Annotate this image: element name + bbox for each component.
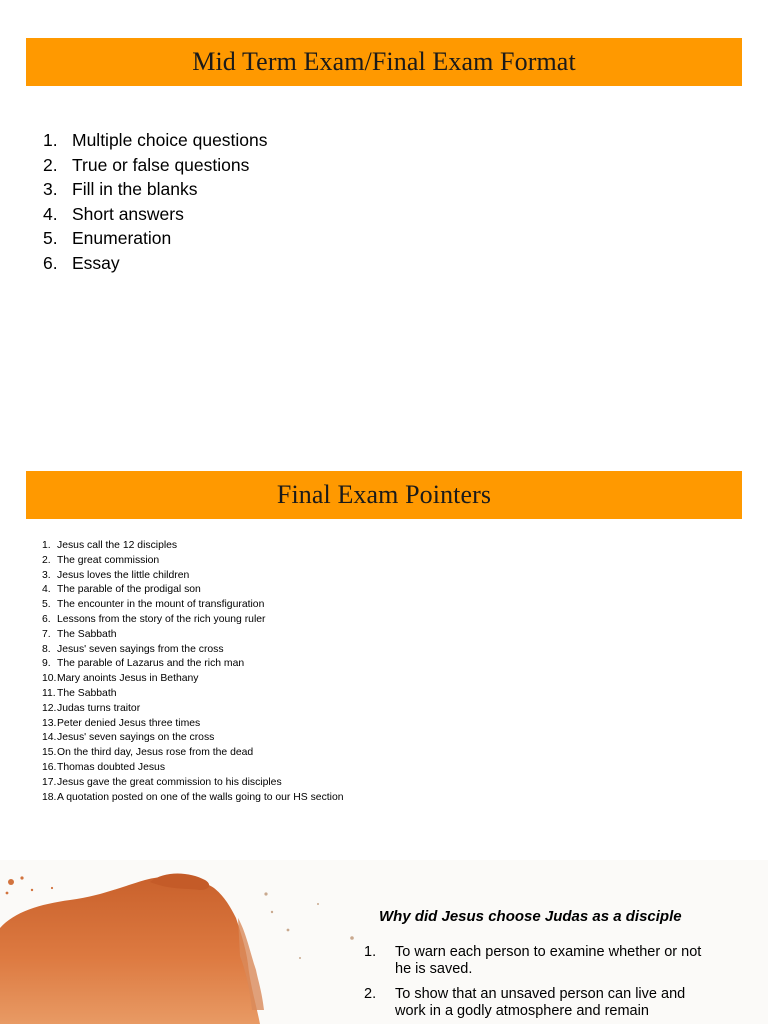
list-item xyxy=(42,746,344,761)
list-item-number: 2. xyxy=(43,154,58,175)
list-item xyxy=(42,613,344,628)
list-item xyxy=(42,554,344,569)
list-item-number: 15. xyxy=(42,747,57,759)
list-item-text: The Sabbath xyxy=(57,687,117,699)
list-item-text: A quotation posted on one of the walls going to our HS section xyxy=(57,791,344,803)
list-item-number: 2. xyxy=(364,986,377,1002)
list-item-number: 1. xyxy=(42,540,51,551)
list-item-number: 1. xyxy=(364,944,377,960)
list-item xyxy=(42,717,344,732)
list-item-text: Essay xyxy=(72,252,120,273)
list-item-text: Jesus gave the great commission to his disciples xyxy=(57,776,282,788)
slide-final-exam-pointers xyxy=(0,430,768,860)
list-item-text: Thomas doubted Jesus xyxy=(57,761,166,773)
list-item-number: 2. xyxy=(42,554,51,566)
list-item xyxy=(43,226,268,251)
list-item-text: The encounter in the mount of transfiguration xyxy=(57,599,265,611)
list-item-number: 6. xyxy=(43,252,58,273)
list-item-text: The parable of Lazarus and the rich man xyxy=(57,658,245,670)
slide-title: Final Exam Pointers xyxy=(276,480,492,509)
list-item-number: 10. xyxy=(42,673,57,685)
list-item-text: Peter denied Jesus three times xyxy=(57,717,201,729)
list-item-text: Fill in the blanks xyxy=(72,179,198,200)
list-item-text: Judas turns traitor xyxy=(57,702,141,714)
list-item-number: 5. xyxy=(43,228,58,249)
list-item-text: Enumeration xyxy=(72,228,172,249)
list-item-text: Jesus loves the little children xyxy=(57,569,190,581)
list-item xyxy=(43,251,268,276)
list-item-text: Jesus' seven sayings from the cross xyxy=(57,643,224,655)
list-item-number: 16. xyxy=(42,761,57,773)
question-heading: Why did Jesus choose Judas as a disciple xyxy=(379,908,682,925)
list-item-number: 12. xyxy=(42,702,57,714)
list-item-number: 18. xyxy=(42,791,57,803)
list-item-text: True or false questions xyxy=(72,154,250,175)
list-item-text: Mary anoints Jesus in Bethany xyxy=(57,673,199,685)
list-item-text: To show that an unsaved person can live and work in a godly atmosphere and remain xyxy=(395,986,686,1019)
list-item xyxy=(42,702,344,717)
list-item xyxy=(42,687,344,702)
list-item xyxy=(364,986,724,1020)
list-item xyxy=(42,628,344,643)
list-item-number: 14. xyxy=(42,732,57,744)
list-item-text: The great commission xyxy=(57,554,160,566)
list-item xyxy=(43,202,268,227)
list-item-number: 4. xyxy=(43,203,58,224)
list-item xyxy=(43,177,268,202)
slide-title: Mid Term Exam/Final Exam Format xyxy=(192,47,576,76)
list-item-number: 6. xyxy=(42,613,51,625)
list-item xyxy=(42,539,344,554)
list-item xyxy=(42,731,344,746)
list-item-text: The parable of the prodigal son xyxy=(57,584,201,596)
list-item xyxy=(42,761,344,776)
exam-pointers-list xyxy=(42,539,344,805)
list-item-text: Short answers xyxy=(72,203,184,224)
reason-list xyxy=(364,944,724,1024)
list-item-number: 4. xyxy=(42,584,51,596)
list-item-number: 3. xyxy=(43,179,58,200)
list-item-number: 13. xyxy=(42,717,57,729)
list-item xyxy=(42,776,344,791)
list-item-number: 11. xyxy=(42,687,56,699)
list-item-text: On the third day, Jesus rose from the dead xyxy=(57,747,254,759)
list-item-number: 9. xyxy=(42,658,51,670)
list-item xyxy=(42,598,344,613)
list-item xyxy=(364,944,724,978)
slide-judas-question xyxy=(0,860,768,1024)
list-item-text: Multiple choice questions xyxy=(72,130,268,150)
list-item xyxy=(42,643,344,658)
slide-title-bar xyxy=(26,471,742,519)
list-item-number: 3. xyxy=(42,569,51,581)
slide-title-bar xyxy=(26,38,742,86)
list-item-number: 8. xyxy=(42,643,51,655)
list-item xyxy=(43,153,268,178)
slide-exam-format xyxy=(0,0,768,430)
list-item-text: Jesus call the 12 disciples xyxy=(57,540,178,551)
list-item-number: 7. xyxy=(42,628,51,640)
list-item xyxy=(43,128,268,153)
list-item xyxy=(42,672,344,687)
list-item-number: 1. xyxy=(43,130,58,150)
list-item-text: The Sabbath xyxy=(57,628,117,640)
exam-format-list xyxy=(43,128,268,276)
list-item-text: Lessons from the story of the rich young ruler xyxy=(57,613,266,625)
list-item xyxy=(42,569,344,584)
list-item xyxy=(42,583,344,598)
list-item-number: 17. xyxy=(42,776,57,788)
list-item-text: Jesus' seven sayings on the cross xyxy=(57,732,215,744)
list-item xyxy=(42,791,344,806)
list-item-text: To warn each person to examine whether or not he is saved. xyxy=(395,944,702,977)
list-item xyxy=(42,657,344,672)
list-item-number: 5. xyxy=(42,599,51,611)
